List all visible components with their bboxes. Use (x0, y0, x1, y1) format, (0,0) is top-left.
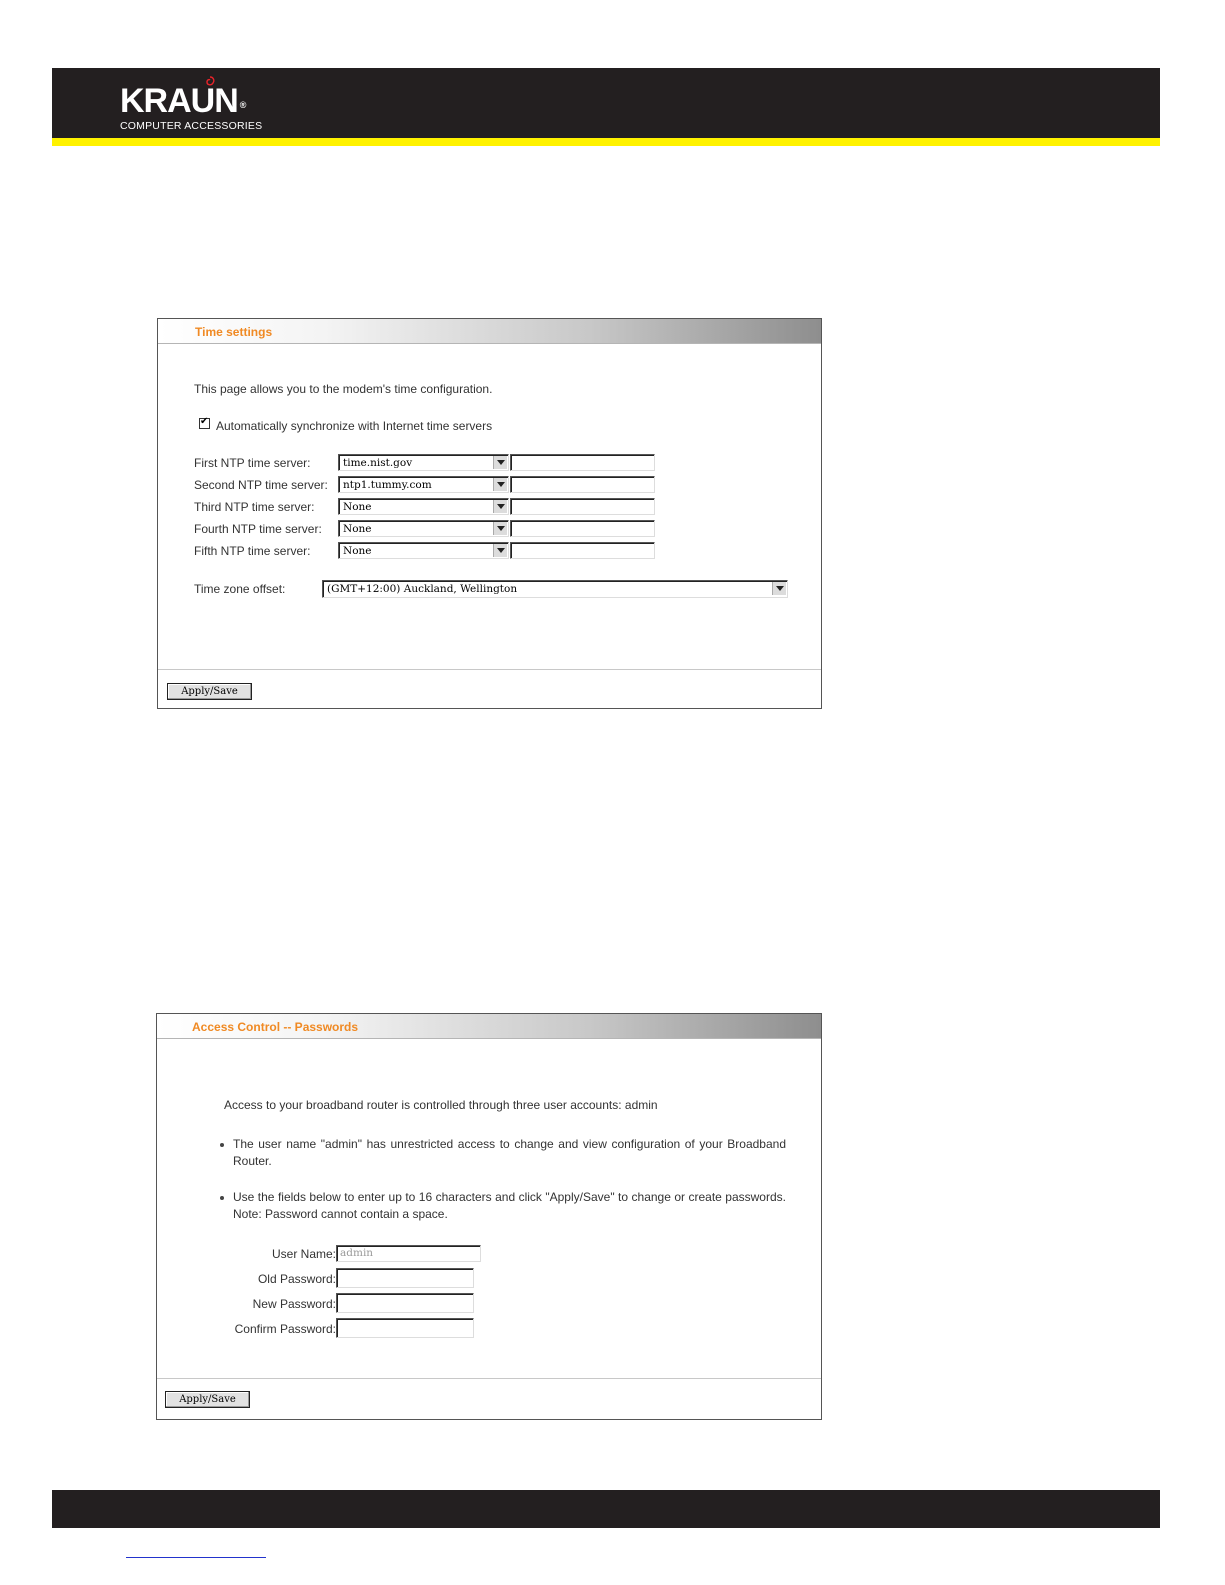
bullet-icon (220, 1143, 224, 1147)
confirm-password-label: Confirm Password: (234, 1322, 336, 1336)
panel-title: Access Control -- Passwords (192, 1020, 359, 1034)
ntp-server-select-2[interactable]: ntp1.tummy.com (338, 476, 509, 493)
panel-title: Time settings (195, 325, 273, 339)
ntp-server-custom-input-5[interactable] (510, 542, 655, 559)
chevron-down-icon[interactable] (493, 478, 507, 491)
user-name-input[interactable]: admin (336, 1245, 481, 1262)
ntp-server-custom-input-2[interactable] (510, 476, 655, 493)
panel-header (158, 319, 821, 344)
old-password-label: Old Password: (257, 1272, 336, 1286)
ntp-server-select-3[interactable]: None (338, 498, 509, 515)
brand-name: KRAUN ® (120, 82, 246, 120)
timezone-label: Time zone offset: (194, 582, 286, 596)
page-description: This page allows you to the modem's time configuration. (194, 382, 493, 396)
header-stripe (52, 138, 1160, 146)
chevron-down-icon[interactable] (493, 544, 507, 557)
time-settings-panel (157, 318, 822, 709)
footer-link-underline[interactable] (126, 1557, 266, 1558)
ntp-server-label-2: Second NTP time server: (194, 478, 328, 492)
access-control-panel (156, 1013, 822, 1420)
chevron-down-icon[interactable] (772, 582, 786, 595)
ntp-server-select-4[interactable]: None (338, 520, 509, 537)
new-password-label: New Password: (252, 1297, 336, 1311)
user-name-label: User Name: (271, 1247, 336, 1261)
panel-header (157, 1014, 821, 1039)
brand-logo (120, 84, 262, 132)
confirm-password-input[interactable] (336, 1318, 474, 1338)
chevron-down-icon[interactable] (493, 456, 507, 469)
apply-save-button[interactable]: Apply/Save (165, 1391, 250, 1408)
chevron-down-icon[interactable] (493, 500, 507, 513)
logo-swirl-icon (204, 76, 216, 88)
access-intro: Access to your broadband router is controlled through three user accounts: admin (224, 1098, 658, 1112)
bullet-text-2: Use the fields below to enter up to 16 characters and click "Apply/Save" to change or create passwords. Note: Password cannot contain a space. (233, 1190, 786, 1221)
bullet-icon (220, 1196, 224, 1200)
new-password-input[interactable] (336, 1293, 474, 1313)
bullet-text-1: The user name "admin" has unrestricted access to change and view configuration of your Broadband Router. (233, 1137, 786, 1168)
ntp-server-select-1[interactable]: time.nist.gov (338, 454, 509, 471)
panel-divider (157, 1378, 821, 1379)
old-password-input[interactable] (336, 1268, 474, 1288)
timezone-select[interactable]: (GMT+12:00) Auckland, Wellington (322, 580, 788, 598)
auto-sync-label: Automatically synchronize with Internet time servers (216, 419, 493, 433)
brand-tagline: COMPUTER ACCESSORIES (120, 120, 263, 132)
ntp-server-custom-input-1[interactable] (510, 454, 655, 471)
auto-sync-checkbox[interactable] (199, 418, 210, 429)
ntp-server-label-3: Third NTP time server: (194, 500, 315, 514)
ntp-server-custom-input-4[interactable] (510, 520, 655, 537)
apply-save-button[interactable]: Apply/Save (167, 683, 252, 700)
ntp-server-select-5[interactable]: None (338, 542, 509, 559)
ntp-server-label-4: Fourth NTP time server: (194, 522, 322, 536)
footer-bar (52, 1490, 1160, 1528)
panel-divider (158, 669, 821, 670)
ntp-server-label-5: Fifth NTP time server: (194, 544, 311, 558)
ntp-server-custom-input-3[interactable] (510, 498, 655, 515)
ntp-server-label-1: First NTP time server: (194, 456, 311, 470)
chevron-down-icon[interactable] (493, 522, 507, 535)
